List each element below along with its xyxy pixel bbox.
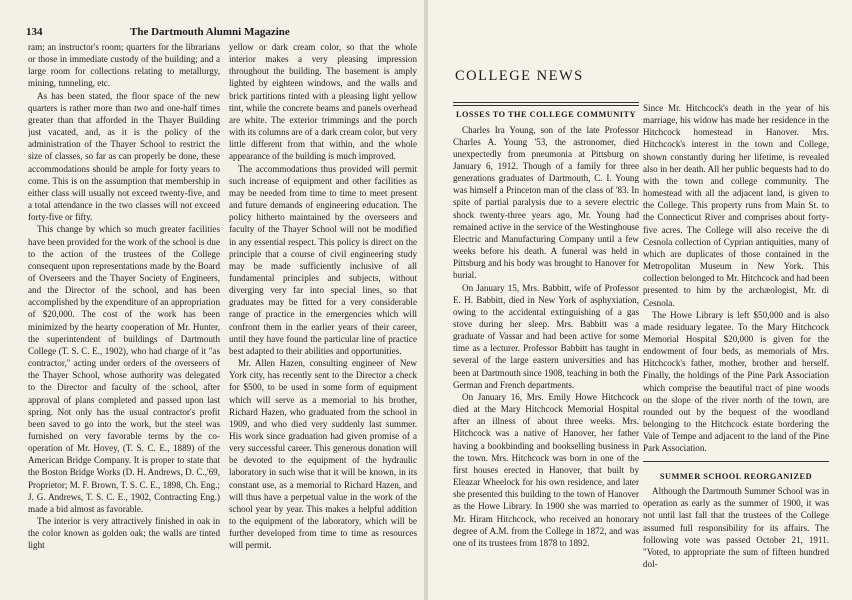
paragraph: The accommodations thus provided will permit such increase of equipment and other facilities as may be needed from time to time to meet present and future demands of engineering education. The policy hitherto maintained by the overseers and faculty of the Thayer School will not be modified in any essential respect. This policy is direct on the principle that a course of civil engineering study may be made sufficiently inclusive of all fundamental principles and subjects, without diverging very far into special lines, so that graduates may be fitted for a very considerable range of practice in the emergencies which will confront them in the earlier years of their career, until they have found the particular line of practice best adapted to their abilities and opportunities.	[229, 163, 417, 356]
summer-school-heading: SUMMER SCHOOL REORGANIZED	[659, 471, 813, 481]
paragraph: The Howe Library is left $50,000 and is also made residuary legatee. To the Mary Hitchcock Memorial Hospital $20,000 is given for the endowment of four beds, as memorials of Mrs. Hitchcock's father, mother, brother and herself. Finally, the holdings of the Pine Park Association which comprise the beautiful tract of pine woods on the slope of the river north of the town, are rounded out by the bequest of the woodland belonging to the Hitchcock estate bordering the Vale of Tempe and adjacent to the land of the Pine Park Association.	[643, 309, 829, 454]
section-title: COLLEGE NEWS	[455, 68, 584, 84]
spacer	[643, 462, 829, 472]
left-page	[0, 0, 424, 600]
paragraph: yellow or dark cream color, so that the whole interior makes a very pleasing impression throughout the building. The basement is amply lighted by eighteen windows, and the walls and brick partitions tinted with a pleasing light yellow tint, while the concrete beams and panels overhead are white. The exterior trimmings and the porch with its columns are of a dark cream color, but very little different from that within, and the whole appearance of the building is much improved.	[229, 42, 417, 162]
paragraph: This change by which so much greater facilities have been provided for the work of the school is due to the action of the trustees of the College consequent upon representations made by the Board of Overseers and the Thayer Society of Engineers, and the Director of the school, and has been accomplished by the expenditure of an appropriation of $20,000. The cost of the work has been minimized by the hearty cooperation of Mr. Hunter, the superintendent of buildings of Dartmouth College (T. S. C. E., 1902), who had charge of it "as contractor," acting under orders of the overseers of the Thayer School, whose authority was delegated to the Director and faculty of the school, after approval of plans completed and passed upon last spring. Not only has the usual contractor's profit been saved to go into the work, but the steel was furnished on very favorable terms by the co-operation of Mr. Hovey, (T. S. C. E., 1889) of the American Bridge Company. It is proper to state that the Boston Bridge Works (D. H. Andrews, D. C.,'69, Proprietor; M. F. Brown, T. S. C. E., 1898, Ch. Eng.; J. G. Andrews, T. S. C. E., 1902, Contracting Eng.) made a bid almost as favorable.	[28, 224, 220, 514]
paragraph: Mr. Allen Hazen, consulting engineer of New York city, has recently sent to the Director a check for $500, to be used in some form of equipment which will serve as a memorial to his brother, Richard Hazen, who graduated from the school in 1909, and who died very suddenly last summer. His work since graduation had given promise of a very successful career. This generous donation will be devoted to the equipment of the hydraulic laboratory in such wise that it will be known, in its constant use, as a memorial to Richard Hazen, and will thus have a perpetual value in the work of the school year by year. This makes a helpful addition to the equipment of the laboratory, which will be further developed from time to time as resources will permit.	[229, 358, 417, 551]
paragraph: On January 15, Mrs. Babbitt, wife of Professor E. H. Babbitt, died in New York of asphyxiation, owing to the accidental extinguishing of a gas stove during her sleep. Mrs. Babbitt was a graduate of Vassar and had been active for some time as a lecturer. Professor Babbitt has taught in several of the large eastern universities and has been at Dartmouth since 1908, teaching in both the German and French departments.	[453, 282, 639, 390]
magazine-title: The Dartmouth Alumni Magazine	[130, 26, 290, 38]
paragraph: The interior is very attractively finished in oak in the color known as golden oak; the walls are tinted light	[28, 516, 220, 551]
running-head	[26, 26, 404, 40]
page-number: 134	[26, 26, 43, 38]
left-column-2	[229, 41, 417, 594]
paragraph: On January 16, Mrs. Emily Howe Hitchcock died at the Mary Hitchcock Memorial Hospital after an illness of about three weeks. Mrs. Hitchcock was a native of Hanover, her father having a bookbinding and bookselling business in the town. Mrs. Hitchcock was born in one of the first houses erected in Hanover, that built by Eleazar Wheelock for his own residence, and later she presented this building to the town of Hanover as the Howe Library. In 1900 she was married to Mr. Hiram Hitchcock, who received an honorary degree of A.M. from the College in 1872, and was one of its trustees from 1878 to 1892.	[453, 391, 639, 548]
paragraph: Although the Dartmouth Summer School was in operation as early as the summer of 1900, it was not until last fall that the trustees of the College assumed full responsibility for its affairs. The following vote was passed October 21, 1911. "Voted, to appropriate the sum of fifteen hundred dol-	[643, 486, 829, 569]
paragraph: Charles Ira Young, son of the late Professor Charles A. Young '53, the astronomer, died unexpectedly from pneumonia at Pittsburg on January 6, 1912. Though of a family for three generations graduates of Dartmouth, C. I. Young was himself a Princeton man of the class of '83. In spite of partial paralysis due to a severe electric shock twenty-three years ago, Mr. Young had remained active in the service of the Westinghouse Electric and Manufacturing Company until a few weeks before his death. A funeral was held in Pittsburg and his body was brought to Hanover for burial.	[453, 124, 639, 281]
right-column-2	[643, 102, 829, 594]
left-column-1	[28, 41, 220, 594]
paragraph: As has been stated, the floor space of the new quarters is rather more than two and one-half times greater than that afforded in the Thayer Building just vacated, and, as it is the policy of the administration of the Thayer School to restrict the size of classes, so far as can properly be done, these accommodations should be ample for forty years to come. This is on the assumption that membership in either class will usually not exceed twenty-five, and a total attendance in the two classes will not exceed forty-five or fifty.	[28, 90, 220, 223]
paragraph: Since Mr. Hitchcock's death in the year of his marriage, his widow has made her residence in the Hitchcock homestead in Hanover. Mrs. Hitchcock's interest in the town and College, shown constantly during her lifetime, is revealed also in her death. All her public bequests had to do with the town and college community. The homestead with all the adjacent land, is given to the College. This property runs from Main St. to the Connecticut River and comprises about forty-five acres. The College will also receive the di Cesnola collection of Cyprian antiquities, many of which are duplicates of those contained in the Metropolitan Museum in New York. This collection belonged to Mr. Hitchcock and had been presented to him by the archæologist, Mr. di Cesnola.	[643, 103, 829, 308]
losses-heading: LOSSES TO THE COLLEGE COMMUNITY	[455, 110, 637, 119]
heading-rule	[453, 102, 639, 106]
paragraph: ram; an instructor's room; quarters for the librarians or those in immediate custody of the building; and a large room for collections relating to metallurgy, mining, tunneling, etc.	[28, 42, 220, 89]
right-column-1	[453, 102, 639, 594]
